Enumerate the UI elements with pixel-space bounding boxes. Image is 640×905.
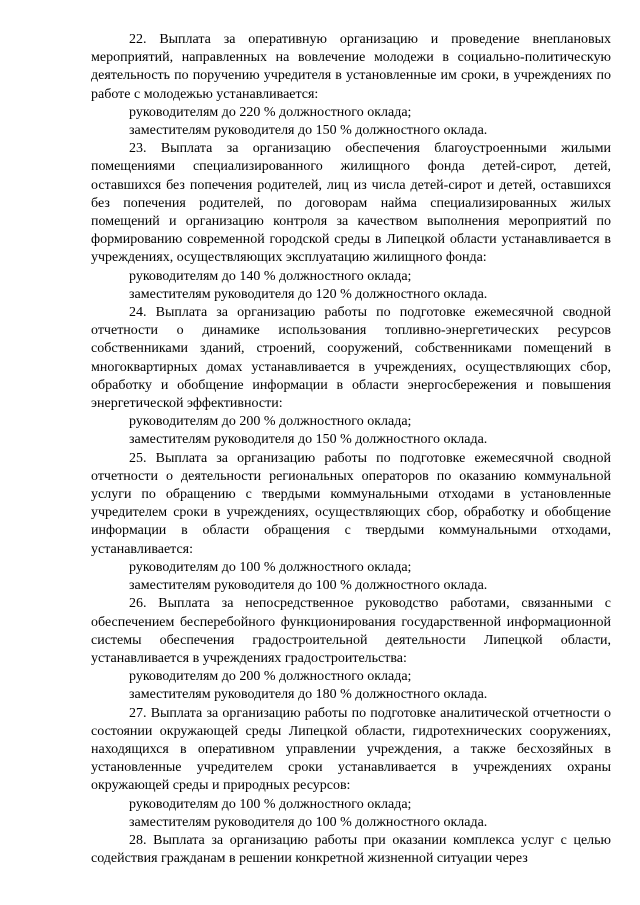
paragraph-23-deputies: заместителям руководителя до 120 % должностного оклада. xyxy=(129,286,488,302)
paragraph-27: 27. Выплата за организацию работы по подготовке аналитической отчетности о состоянии окружающей среды Липецкой области, гидротехнических сооружениях, находящихся в оперативном управлении учреждения, а также бесхозяйных в установленные учредителем сроки устанавливается в учреждениях охраны окружающей среды и природных ресурсов: xyxy=(91,705,611,794)
paragraph-26: 26. Выплата за непосредственное руководство работами, связанными с обеспечением бесперебойного функционирования государственной информационной системы обеспечения градостроительной деятельности Липецкой области, устанавливается в учреждениях градостроительства: xyxy=(91,596,611,666)
paragraph-27-managers: руководителям до 100 % должностного оклада; xyxy=(129,796,412,812)
paragraph-25-managers: руководителям до 100 % должностного оклада; xyxy=(129,559,412,575)
paragraph-25-deputies: заместителям руководителя до 100 % должностного оклада. xyxy=(129,578,488,594)
paragraph-25: 25. Выплата за организацию работы по подготовке ежемесячной сводной отчетности о деятельности региональных операторов по оказанию коммунальной услуги по обращению с твердыми коммунальными отходами в установленные учредителем сроки в учреждениях, осуществляющих сбор, обработку и обобщение информации в области обращения с твердыми коммунальными отходами, устанавливается: xyxy=(91,450,611,557)
paragraph-27-deputies: заместителям руководителя до 100 % должностного оклада. xyxy=(129,814,488,830)
paragraph-28: 28. Выплата за организацию работы при оказании комплекса услуг с целью содействия гражданам в решении конкретной жизненной ситуации через xyxy=(91,832,611,867)
paragraph-22-managers: руководителям до 220 % должностного оклада; xyxy=(129,104,412,120)
paragraph-22-deputies: заместителям руководителя до 150 % должностного оклада. xyxy=(129,123,488,139)
paragraph-24: 24. Выплата за организацию работы по подготовке ежемесячной сводной отчетности о динамике использования топливно-энергетических ресурсов собственниками зданий, строений, сооружений, собственниками помещений в многоквартирных домах устанавливается в учреждениях, осуществляющих сбор, обработку и обобщение информации в области энергосбережения и повышения энергетической эффективности: xyxy=(91,305,611,412)
paragraph-24-managers: руководителям до 200 % должностного оклада; xyxy=(129,414,412,430)
document-page xyxy=(91,31,611,868)
paragraph-23: 23. Выплата за организацию обеспечения благоустроенными жилыми помещениями специализированного жилищного фонда детей-сирот, детей, оставшихся без попечения родителей, лиц из числа детей-сирот и детей, оставшихся без попечения родителей, по договорам найма специализированных жилых помещений и организацию контроля за качеством выполнения мероприятий по формированию современной городской среды в Липецкой области устанавливается в учреждениях, осуществляющих эксплуатацию жилищного фонда: xyxy=(91,141,611,266)
paragraph-26-managers: руководителям до 200 % должностного оклада; xyxy=(129,669,412,685)
paragraph-23-managers: руководителям до 140 % должностного оклада; xyxy=(129,268,412,284)
paragraph-26-deputies: заместителям руководителя до 180 % должностного оклада. xyxy=(129,687,488,703)
paragraph-22: 22. Выплата за оперативную организацию и проведение внеплановых мероприятий, направленных на вовлечение молодежи в социально-политическую деятельность по поручению учредителя в установленные им сроки, в учреждениях по работе с молодежью устанавливается: xyxy=(91,32,611,102)
paragraph-24-deputies: заместителям руководителя до 150 % должностного оклада. xyxy=(129,432,488,448)
